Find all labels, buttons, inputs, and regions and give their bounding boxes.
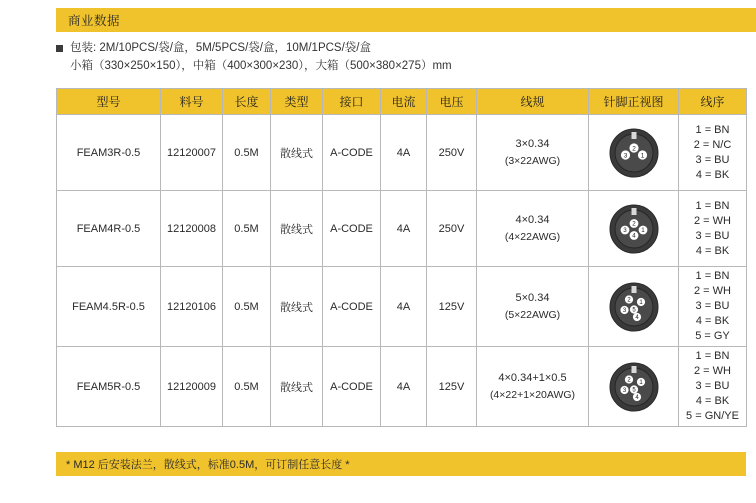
wire-gauge-line1: 4×0.34+1×0.5 [498,371,567,384]
connector-pinout-4pin-icon [607,202,661,256]
cell-current: 4A [381,347,427,427]
cell-length: 0.5M [223,191,271,267]
cell-interface: A-CODE [323,347,381,427]
cell-current: 4A [381,267,427,347]
svg-text:3: 3 [623,151,627,159]
wire-order-item: 2 = WH [694,285,731,297]
svg-text:2: 2 [626,377,631,384]
cell-wire-order [679,347,747,427]
svg-text:1: 1 [640,151,644,159]
box-size-note: 小箱（330×250×150），中箱（400×300×230），大箱（500×380×275）mm [70,60,452,72]
cell-wire-order [679,267,747,347]
wire-order-item: 5 = GN/YE [686,410,739,422]
wire-order-item: 4 = BK [695,395,730,407]
col-header-pin-view: 针脚正视图 [589,89,679,115]
cell-pin-view [589,267,679,347]
col-header-wire-gauge: 线规 [477,89,589,115]
svg-text:2: 2 [626,297,631,304]
wire-order-item: 1 = BN [695,270,730,282]
cell-voltage: 125V [427,267,477,347]
svg-text:4: 4 [634,314,639,321]
table-row [57,347,747,427]
wire-order-item: 2 = N/C [693,138,732,151]
col-header-wire-order: 线序 [679,89,747,115]
wire-order-item: 2 = WH [694,214,731,227]
col-header-part-no: 料号 [161,89,223,115]
cell-length: 0.5M [223,115,271,191]
wire-order-item: 3 = BU [695,229,730,242]
svg-text:3: 3 [622,226,627,234]
svg-text:1: 1 [640,226,645,234]
cell-interface: A-CODE [323,115,381,191]
footer-note-bar [56,452,746,476]
connector-pinout-5pin-icon [607,280,661,334]
cell-wire-gauge [477,347,589,427]
bullet-square-icon [56,45,63,52]
cell-interface: A-CODE [323,191,381,267]
col-header-current: 电流 [381,89,427,115]
cell-pin-view [589,347,679,427]
cell-type: 散线式 [271,267,323,347]
wire-order-item: 3 = BU [695,153,730,166]
cell-part-no: 12120007 [161,115,223,191]
spec-table-wrap [56,88,746,427]
cell-wire-order [679,191,747,267]
col-header-type: 类型 [271,89,323,115]
cell-type: 散线式 [271,115,323,191]
cell-wire-order [679,115,747,191]
spec-table [56,88,747,427]
notes-block [56,40,746,75]
section-header-bar [56,8,756,32]
wire-order-item: 4 = BK [695,244,730,257]
table-row [57,115,747,191]
svg-text:3: 3 [622,387,626,394]
table-row [57,191,747,267]
svg-text:2: 2 [631,220,636,228]
table-row [57,267,747,347]
wire-order-item: 2 = WH [694,365,731,377]
wire-order-item: 1 = BN [695,123,730,136]
cell-length: 0.5M [223,267,271,347]
cell-part-no: 12120106 [161,267,223,347]
connector-pinout-3pin-icon [607,126,661,180]
cell-model: FEAM3R-0.5 [57,115,161,191]
wire-order-item: 3 = BU [695,300,730,312]
cell-interface: A-CODE [323,267,381,347]
svg-text:1: 1 [638,299,643,306]
cell-voltage: 250V [427,115,477,191]
wire-gauge-line1: 4×0.34 [515,213,550,226]
col-header-voltage: 电压 [427,89,477,115]
packaging-note [56,40,746,57]
cell-voltage: 125V [427,347,477,427]
wire-order-item: 4 = BK [695,315,730,327]
wire-gauge-line2: (3×22AWG) [504,154,561,167]
wire-order-item: 3 = BU [695,380,730,392]
connector-pinout-5pin-icon [607,360,661,414]
svg-text:4: 4 [634,394,639,401]
col-header-length: 长度 [223,89,271,115]
wire-gauge-line2: (4×22+1×20AWG) [489,388,576,401]
svg-text:2: 2 [631,144,636,152]
cell-length: 0.5M [223,347,271,427]
wire-gauge-line1: 3×0.34 [515,137,550,150]
wire-gauge-line2: (5×22AWG) [504,308,561,321]
svg-text:3: 3 [622,307,626,314]
cell-voltage: 250V [427,191,477,267]
col-header-model: 型号 [57,89,161,115]
wire-order-item: 4 = BK [695,168,730,181]
cell-current: 4A [381,115,427,191]
col-header-interface: 接口 [323,89,381,115]
cell-model: FEAM4.5R-0.5 [57,267,161,347]
footer-note-text: * M12 后安装法兰，散线式，标准0.5M，可订制任意长度 * [66,459,350,471]
cell-model: FEAM5R-0.5 [57,347,161,427]
packaging-note-text: 包装: 2M/10PCS/袋/盒，5M/5PCS/袋/盒，10M/1PCS/袋/盒 [70,42,371,54]
svg-text:4: 4 [631,232,636,240]
wire-order-item: 1 = BN [695,199,730,212]
cell-pin-view [589,191,679,267]
wire-gauge-line1: 5×0.34 [515,291,550,304]
cell-type: 散线式 [271,191,323,267]
cell-wire-gauge [477,115,589,191]
cell-model: FEAM4R-0.5 [57,191,161,267]
wire-gauge-line2: (4×22AWG) [504,230,561,243]
svg-text:1: 1 [638,379,643,386]
svg-text:5: 5 [631,307,636,314]
cell-wire-gauge [477,267,589,347]
svg-text:5: 5 [631,387,636,394]
table-header-row [57,89,747,115]
page-title: 商业数据 [68,14,121,28]
wire-order-item: 5 = GY [695,330,730,342]
wire-order-item: 1 = BN [695,350,730,362]
cell-pin-view [589,115,679,191]
cell-type: 散线式 [271,347,323,427]
cell-current: 4A [381,191,427,267]
cell-part-no: 12120008 [161,191,223,267]
cell-part-no: 12120009 [161,347,223,427]
cell-wire-gauge [477,191,589,267]
